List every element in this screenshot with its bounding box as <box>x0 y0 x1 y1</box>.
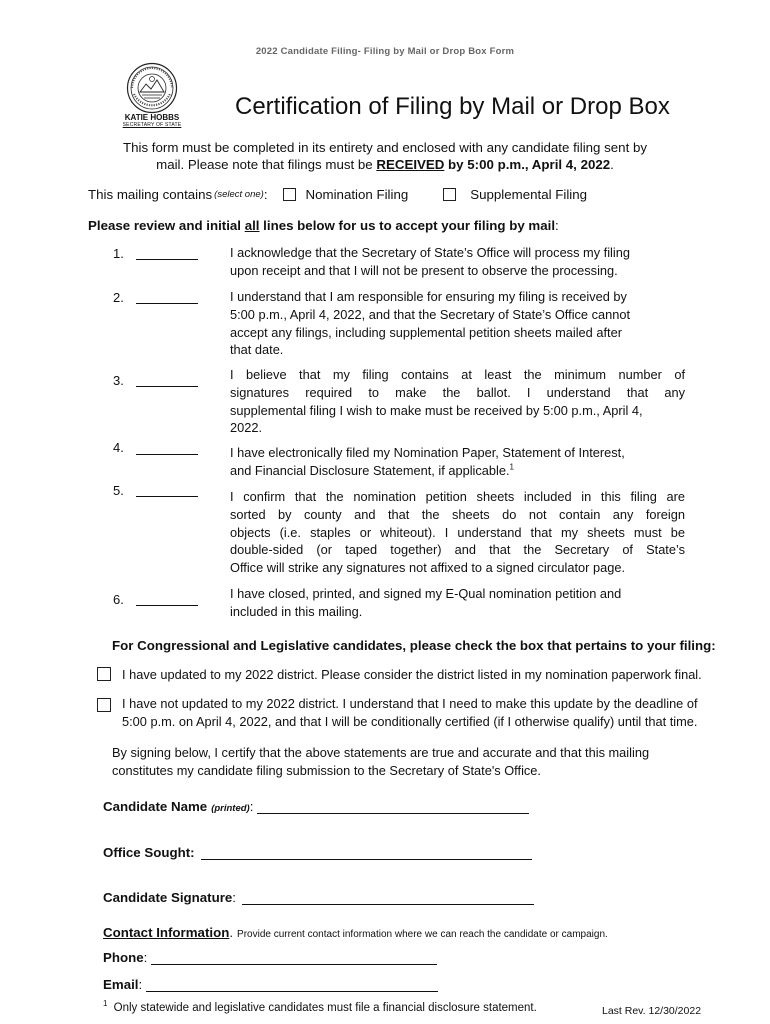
item-1-line-1: I acknowledge that the Secretary of State’s Office will process my filing <box>230 245 630 260</box>
office-sought-input[interactable] <box>201 847 532 860</box>
candidate-name-colon: : <box>249 799 254 814</box>
candidate-signature-row <box>103 890 534 905</box>
phone-label: Phone <box>103 950 144 965</box>
office-sought-label: Office Sought: <box>103 845 195 860</box>
received-emphasis: RECEIVED <box>376 157 445 172</box>
item-4-number: 4. <box>113 440 124 455</box>
item-6-line-1: I have closed, printed, and signed my E-Qual nomination petition and <box>230 586 622 601</box>
seal-name: KATIE HOBBS <box>124 113 180 122</box>
district-updated-label: I have updated to my 2022 district. Please consider the district listed in my nomination paperwork final. <box>122 667 702 682</box>
item-1-text <box>230 244 685 280</box>
item-5-line-5: Office will strike any signatures not affixed to a signed circulator page. <box>230 560 626 576</box>
item-6-number: 6. <box>113 592 124 607</box>
phone-row <box>103 950 437 965</box>
candidate-signature-input[interactable] <box>242 892 534 905</box>
item-3-line-4: 2022. <box>230 420 263 436</box>
mailing-contains-row <box>88 187 587 202</box>
item-2-text <box>230 288 685 359</box>
intro-line-1: This form must be completed in its entirety and enclosed with any candidate filing sent by <box>122 140 648 155</box>
item-1-initial-line[interactable] <box>136 259 198 260</box>
item-4-line-2-text: and Financial Disclosure Statement, if applicable. <box>230 462 510 478</box>
email-row <box>103 977 438 992</box>
candidate-name-label: Candidate Name <box>103 799 208 814</box>
footnote-text: Only statewide and legislative candidates must file a financial disclosure statement. <box>113 1002 537 1014</box>
item-6-initial-line[interactable] <box>136 605 198 606</box>
select-one-hint: (select one) <box>214 189 264 200</box>
item-6-text <box>230 585 685 621</box>
intro-period: . <box>610 157 614 172</box>
certification-statement <box>112 744 712 780</box>
footnote <box>103 999 537 1014</box>
item-4-text <box>230 444 685 480</box>
review-colon: : <box>555 218 559 233</box>
item-3-line-2: signatures required to make the ballot. I understand that any <box>230 384 685 400</box>
contact-information-title: Contact Information <box>103 925 230 940</box>
item-2-line-3: accept any filings, including supplemental petition sheets mailed after <box>230 324 622 340</box>
phone-colon: : <box>143 950 148 965</box>
review-prefix: Please review and initial <box>88 218 245 233</box>
certification-line-2: constitutes my candidate filing submission to the Secretary of State's Office. <box>112 762 541 778</box>
intro-line-2 <box>90 156 680 173</box>
item-3-line-1: I believe that my filing contains at least the minimum number of <box>230 367 685 382</box>
item-1-number: 1. <box>113 246 124 261</box>
certification-line-1: By signing below, I certify that the above statements are true and accurate and that this mailing <box>112 745 650 760</box>
deadline-text: by 5:00 p.m., April 4, 2022 <box>444 157 611 172</box>
item-5-initial-line[interactable] <box>136 496 198 497</box>
item-2-number: 2. <box>113 290 124 305</box>
candidate-signature-colon: : <box>232 890 236 905</box>
office-sought-row <box>103 845 532 860</box>
district-updated-checkbox[interactable] <box>97 667 111 681</box>
review-suffix: lines below for us to accept your filing by mail <box>259 218 556 233</box>
email-colon: : <box>138 977 143 992</box>
form-header: 2022 Candidate Filing- Filing by Mail or Drop Box Form <box>255 46 515 57</box>
nomination-filing-checkbox[interactable] <box>283 188 296 201</box>
district-not-updated-checkbox[interactable] <box>97 698 111 712</box>
item-5-line-3: objects (i.e. staples or whiteout). I understand that my sheets must be <box>230 524 685 540</box>
contact-period: . <box>229 925 234 940</box>
district-not-updated-line-2: 5:00 p.m. on April 4, 2022, and that I will be conditionally certified (if I otherwise qualify) until that time. <box>122 713 698 729</box>
supplemental-filing-label: Supplemental Filing <box>470 187 588 202</box>
item-4-line-2 <box>230 462 685 480</box>
review-instructions <box>88 218 559 233</box>
item-3-text <box>230 366 685 437</box>
contact-description: Provide current contact information where we can reach the candidate or campaign. <box>237 929 608 940</box>
last-revision: Last Rev. 12/30/2022 <box>602 1005 702 1017</box>
candidate-name-input[interactable] <box>257 801 529 814</box>
email-label: Email <box>103 977 139 992</box>
item-2-line-4: that date. <box>230 342 284 358</box>
item-2-line-2: 5:00 p.m., April 4, 2022, and that the Secretary of State’s Office cannot <box>230 306 631 322</box>
review-all: all <box>244 218 260 233</box>
item-5-line-2: sorted by county and that the sheets do not contain any foreign <box>230 506 685 522</box>
item-4-line-1: I have electronically filed my Nomination Paper, Statement of Interest, <box>230 445 625 460</box>
intro-text <box>90 139 680 173</box>
item-3-initial-line[interactable] <box>136 386 198 387</box>
candidate-signature-label: Candidate Signature <box>103 890 233 905</box>
item-2-initial-line[interactable] <box>136 303 198 304</box>
contact-information-row <box>103 925 608 940</box>
item-4-footnote-mark: 1 <box>509 462 514 472</box>
mailing-colon: : <box>263 187 268 202</box>
footnote-mark: 1 <box>103 999 108 1009</box>
item-5-line-1: I confirm that the nomination petition sheets included in this filing are <box>230 489 685 504</box>
item-2-line-1: I understand that I am responsible for ensuring my filing is received by <box>230 289 627 304</box>
candidate-name-row <box>103 799 529 814</box>
item-3-line-3: supplemental filing I wish to make must be received by 5:00 p.m., April 4, <box>230 402 643 418</box>
mailing-label: This mailing contains <box>88 187 213 202</box>
email-input[interactable] <box>146 979 438 992</box>
supplemental-filing-checkbox[interactable] <box>443 188 456 201</box>
district-not-updated-line-1: I have not updated to my 2022 district. I understand that I need to make this update by the deadline of <box>122 696 698 711</box>
item-1-line-2: upon receipt and that I will not be present to observe the processing. <box>230 262 618 278</box>
item-6-line-2: included in this mailing. <box>230 603 363 619</box>
item-5-line-4: double-sided (or taped together) and that the Secretary of State’s <box>230 542 685 558</box>
page-title: Certification of Filing by Mail or Drop Box <box>235 93 670 120</box>
phone-input[interactable] <box>151 952 437 965</box>
printed-hint: (printed) <box>211 803 250 814</box>
congressional-heading: For Congressional and Legislative candidates, please check the box that pertains to your filing: <box>112 638 716 653</box>
seal-title: SECRETARY OF STATE <box>122 122 182 128</box>
district-not-updated-label <box>122 695 698 731</box>
intro-line-2-prefix: mail. Please note that filings must be <box>156 157 377 172</box>
item-5-number: 5. <box>113 483 124 498</box>
item-3-number: 3. <box>113 373 124 388</box>
nomination-filing-label: Nomination Filing <box>305 187 409 202</box>
item-4-initial-line[interactable] <box>136 454 198 455</box>
item-5-text <box>230 488 685 577</box>
state-seal-icon <box>126 62 178 114</box>
